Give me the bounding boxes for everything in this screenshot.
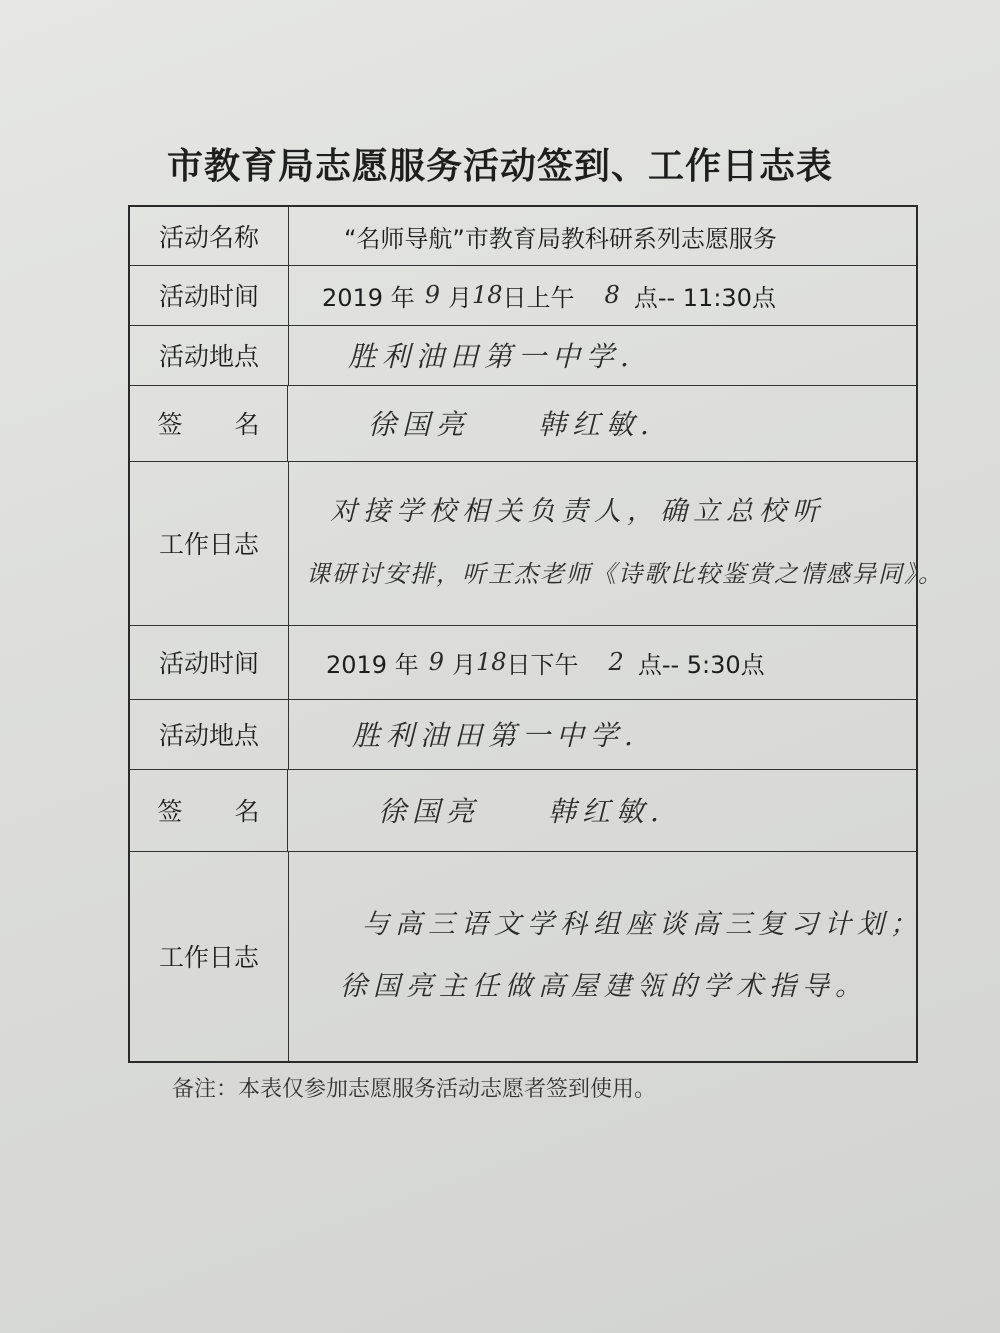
signature-label: 签 名 (130, 769, 288, 851)
work-log-label: 工作日志 (130, 461, 289, 625)
signature-value (288, 769, 916, 851)
place-handwritten: 胜利油田第一中学. (352, 719, 639, 752)
table-row-activity-name (130, 207, 916, 266)
work-log-line-1: 与高三语文学科组座谈高三复习计划； (362, 909, 923, 940)
activity-name-label: 活动名称 (130, 207, 289, 265)
time-day-unit: 日下午 (506, 650, 579, 679)
time-day-unit: 日上午 (502, 283, 575, 312)
work-log-line-1: 对接学校相关负责人，确立总校听 (330, 496, 825, 527)
activity-place-label: 活动地点 (130, 699, 289, 769)
time-month-handwritten: 9 (428, 648, 450, 676)
work-log-line-2: 课研讨安排，听王杰老师《诗歌比较鉴赏之情感异同》。 (306, 560, 944, 588)
table-row-time-afternoon (130, 625, 916, 700)
activity-name-text: “名师导航”市教育局教科研系列志愿服务 (344, 224, 777, 253)
activity-place-value (288, 699, 916, 769)
signature-handwritten: 徐国亮 韩红敏. (378, 795, 665, 828)
time-month-unit: 月 (452, 650, 476, 679)
activity-time-label: 活动时间 (130, 625, 289, 699)
signature-label: 签 名 (130, 385, 288, 461)
table-row-work-log-afternoon (130, 851, 923, 1061)
activity-time-value (288, 625, 916, 699)
activity-time-label: 活动时间 (130, 265, 289, 325)
activity-name-value (288, 207, 916, 265)
work-log-label: 工作日志 (130, 851, 289, 1061)
time-start-handwritten: 2 (608, 648, 630, 676)
activity-time-value (288, 265, 916, 325)
form-title: 市教育局志愿服务活动签到、工作日志表 (166, 145, 833, 187)
time-month-unit: 月 (448, 283, 472, 312)
activity-place-label: 活动地点 (130, 325, 289, 385)
work-log-value (288, 851, 923, 1061)
table-row-place-afternoon (130, 699, 916, 770)
signature-handwritten: 徐国亮 韩红敏. (368, 408, 655, 441)
time-start-handwritten: 8 (604, 281, 626, 309)
table-row-signature-afternoon (130, 769, 916, 852)
table-row-place-morning (130, 325, 916, 386)
time-year: 2019 年 (322, 283, 415, 312)
signature-value (288, 385, 916, 461)
table-row-work-log-morning (130, 461, 944, 626)
sign-in-log-table (128, 205, 944, 1063)
time-day-handwritten: 18 (472, 281, 503, 309)
table-row-signature-morning (130, 385, 916, 462)
work-log-value (288, 461, 944, 625)
time-end: 点-- 11:30点 (633, 283, 776, 312)
activity-place-value (288, 325, 916, 385)
table-row-time-morning (130, 265, 916, 326)
place-handwritten: 胜利油田第一中学. (348, 340, 635, 373)
time-day-handwritten: 18 (476, 648, 507, 676)
time-month-handwritten: 9 (424, 281, 446, 309)
footnote: 备注：本表仅参加志愿服务活动志愿者签到使用。 (172, 1077, 657, 1102)
work-log-line-2: 徐国亮主任做高屋建瓴的学术指导。 (340, 971, 868, 1002)
time-end: 点-- 5:30点 (637, 650, 765, 679)
time-year: 2019 年 (326, 650, 419, 679)
